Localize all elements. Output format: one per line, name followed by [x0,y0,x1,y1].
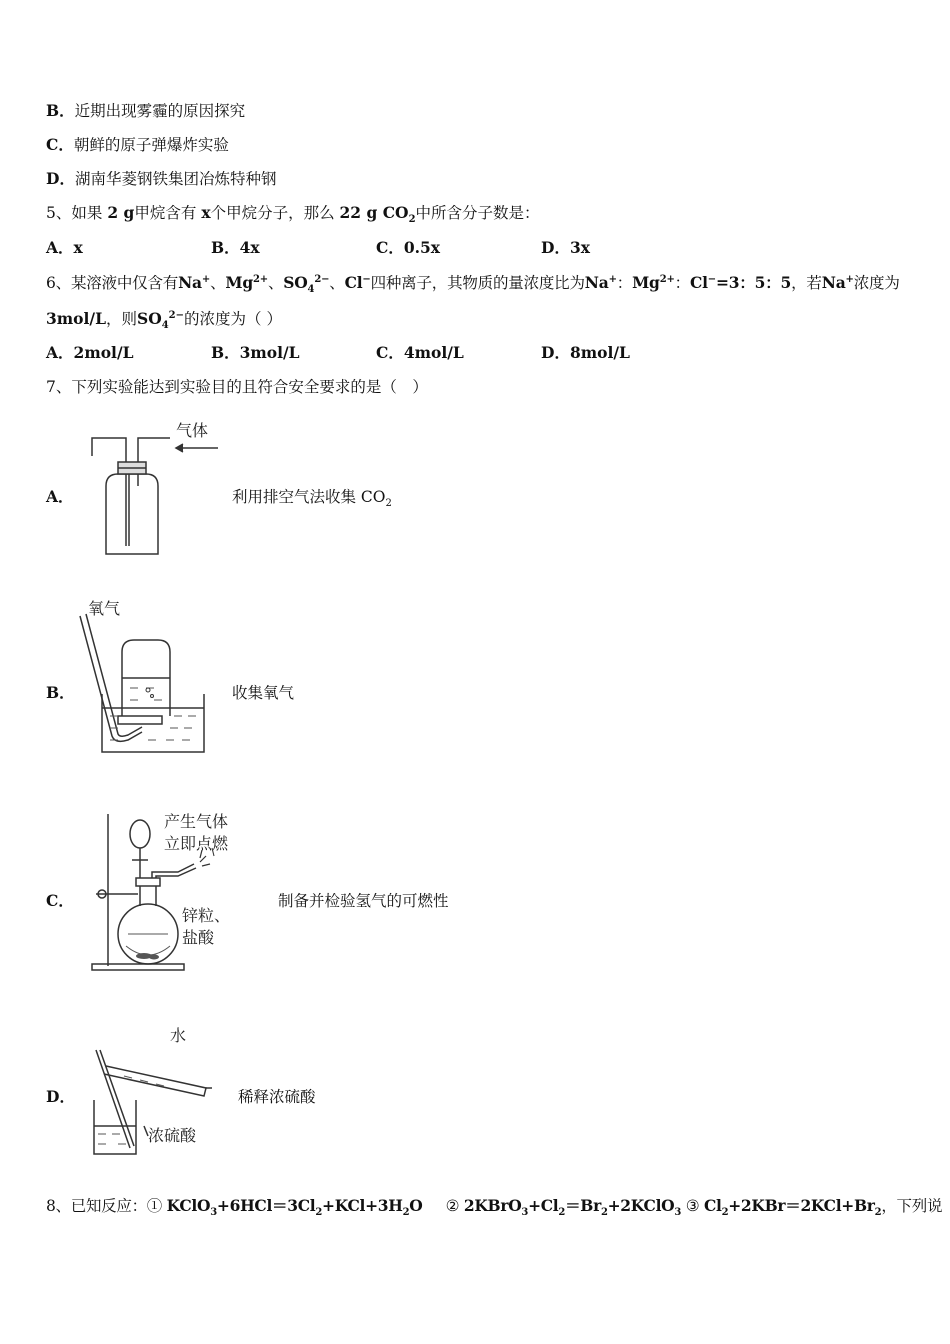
formula-part: Cl [703,1196,722,1215]
oxygen-label: 氧气 [88,599,121,618]
question-number: 6、 [46,274,71,292]
stem-text: 下列实验能达到实验目的且符合安全要求的是（ ） [71,378,428,396]
superscript: 2− [314,273,330,285]
subscript: 4 [161,320,169,332]
subscript: 2 [558,1207,566,1219]
q5-option-d [541,238,590,258]
question-7-stem [46,377,428,397]
superscript: + [201,273,211,285]
q6-option-c [376,343,464,363]
q7-option-d-letter: D． [46,1087,75,1106]
formula-part: KClO [166,1196,211,1215]
superscript: 2+ [659,273,675,285]
superscript: − [362,273,371,285]
subscript: 2 [721,1207,729,1219]
ratio: =3：5：5 [715,273,792,292]
option-letter: D． [541,343,570,362]
superscript: + [845,273,854,285]
q7-option-d-caption: 稀释浓硫酸 [238,1088,316,1106]
reaction-2 [463,1196,682,1219]
stem-text: 四种离子，其物质的量浓度比为 [370,274,585,292]
q4-option-d [46,169,276,189]
stem-text: 、 [329,274,345,292]
q5-option-a [46,238,83,258]
ion: Na [821,273,846,292]
option-letter: B． [211,343,240,362]
question-8-stem [46,1196,943,1219]
option-letter: B． [46,101,75,120]
gas-label: 气体 [176,421,209,440]
q7-option-b-caption: 收集氧气 [232,684,295,702]
superscript: + [608,273,617,285]
fig-label-ignite: 立即点燃 [164,834,229,853]
q4-option-c [46,135,229,155]
stem-math: 2 g [107,203,135,222]
caption-text: 利用排空气法收集 CO [232,488,386,506]
option-text: 湖南华菱钢铁集团冶炼特种钢 [74,170,277,188]
option-text: x [73,238,83,257]
option-text: 0.5x [403,238,441,257]
ion: Cl [344,273,363,292]
option-text: 8mol/L [569,343,630,362]
option-letter: D． [541,238,570,257]
question-5-stem [46,203,540,226]
ion: Mg [632,273,660,292]
subscript: 2 [600,1207,608,1219]
question-number: 5、 [46,204,72,222]
subscript: 3 [521,1207,529,1219]
ion: Mg [225,273,253,292]
q7-option-a-letter: A． [46,487,74,506]
option-text: 朝鲜的原子弹爆炸实验 [73,136,229,154]
superscript: 2− [168,309,185,321]
fig-label-conc-acid: 浓硫酸 [148,1126,197,1145]
subscript: 4 [307,284,315,296]
option-letter: C． [376,238,404,257]
stem-text: ，下列说 [881,1197,943,1215]
reaction-marker: ① [146,1197,162,1215]
gas-collection-bottle-figure [88,416,228,561]
q4-option-b [46,101,245,121]
q7-option-c-caption: 制备并检验氢气的可燃性 [278,892,449,910]
stem-text: 浓度为 [853,274,900,292]
stem-text: 中所含分子数是： [415,204,540,222]
q7-option-b-letter: B． [46,683,75,702]
stem-text: 某溶液中仅含有 [70,274,179,292]
concentration: 3mol/L [46,309,106,328]
option-letter: A． [46,238,74,257]
stem-text: 甲烷含有 [134,204,197,222]
stem-text: 的浓度为（ ） [184,310,282,328]
question-6-stem-line1 [46,273,900,296]
q5-option-c [376,238,440,258]
subscript: 2 [315,1207,323,1219]
q6-option-a [46,343,134,363]
stem-text: 、 [210,274,226,292]
subscript: 2 [874,1207,882,1219]
superscript: − [707,273,716,285]
formula-part: +Cl [528,1196,559,1215]
subscript: 3 [210,1207,217,1219]
reaction-1 [166,1196,423,1219]
formula-part: +6HCl＝3Cl [216,1196,316,1215]
superscript: 2+ [253,273,268,285]
stem-text: 已知反应： [70,1197,147,1215]
option-letter: D． [46,169,75,188]
ion: Na [584,273,609,292]
option-letter: C． [376,343,404,362]
ion: SO [137,309,162,328]
formula-part: +KCl+3H [322,1196,403,1215]
stem-text: 如果 [71,204,103,222]
option-letter: B． [211,238,240,257]
question-number: 8、 [46,1197,71,1215]
stem-math: x [201,203,211,222]
reaction-marker: ③ [685,1197,700,1215]
reaction-marker: ② [445,1197,460,1215]
stem-text: 个甲烷分子，那么 [210,204,335,222]
stem-text: 、 [267,274,284,292]
fig-label-gas-produced: 产生气体 [164,812,229,831]
question-6-stem-line2 [46,309,282,332]
subscript: 2 [402,1207,410,1219]
formula-part: O [409,1196,423,1215]
fig-label-water: 水 [170,1026,187,1045]
ion: Na [178,273,202,292]
stem-formula: 22 g CO [339,203,409,222]
subscript: 2 [408,214,416,226]
subscript: 3 [674,1207,682,1219]
q6-option-d [541,343,630,363]
stem-text: ，若 [791,274,822,292]
option-text: 4x [239,238,260,257]
question-number: 7、 [46,378,72,396]
q5-option-b [211,238,260,258]
formula-part: ＝Br [565,1196,601,1215]
option-letter: C． [46,135,74,154]
stem-text: ： [674,274,690,292]
reaction-3 [703,1196,882,1219]
option-text: 近期出现雾霾的原因探究 [74,102,246,120]
option-text: 3mol/L [239,343,300,362]
fig-label-zinc: 锌粒、 [182,906,231,925]
ion: SO [283,273,308,292]
fig-label-hcl: 盐酸 [182,928,215,947]
stem-text: ： [616,274,633,292]
formula-part: 2KBrO [463,1196,522,1215]
q6-option-b [211,343,300,363]
option-text: 3x [569,238,590,257]
option-text: 2mol/L [73,343,134,362]
oxygen-collection-figure [70,596,215,758]
q7-option-a-caption [232,487,392,510]
subscript: 2 [385,498,392,510]
option-letter: A． [46,343,74,362]
stem-text: ，则 [105,310,137,328]
option-text: 4mol/L [403,343,464,362]
q7-option-c-letter: C． [46,891,74,910]
formula-part: +2KBr＝2KCl+Br [728,1196,875,1215]
ion: Cl [689,273,708,292]
formula-part: +2KClO [607,1196,675,1215]
